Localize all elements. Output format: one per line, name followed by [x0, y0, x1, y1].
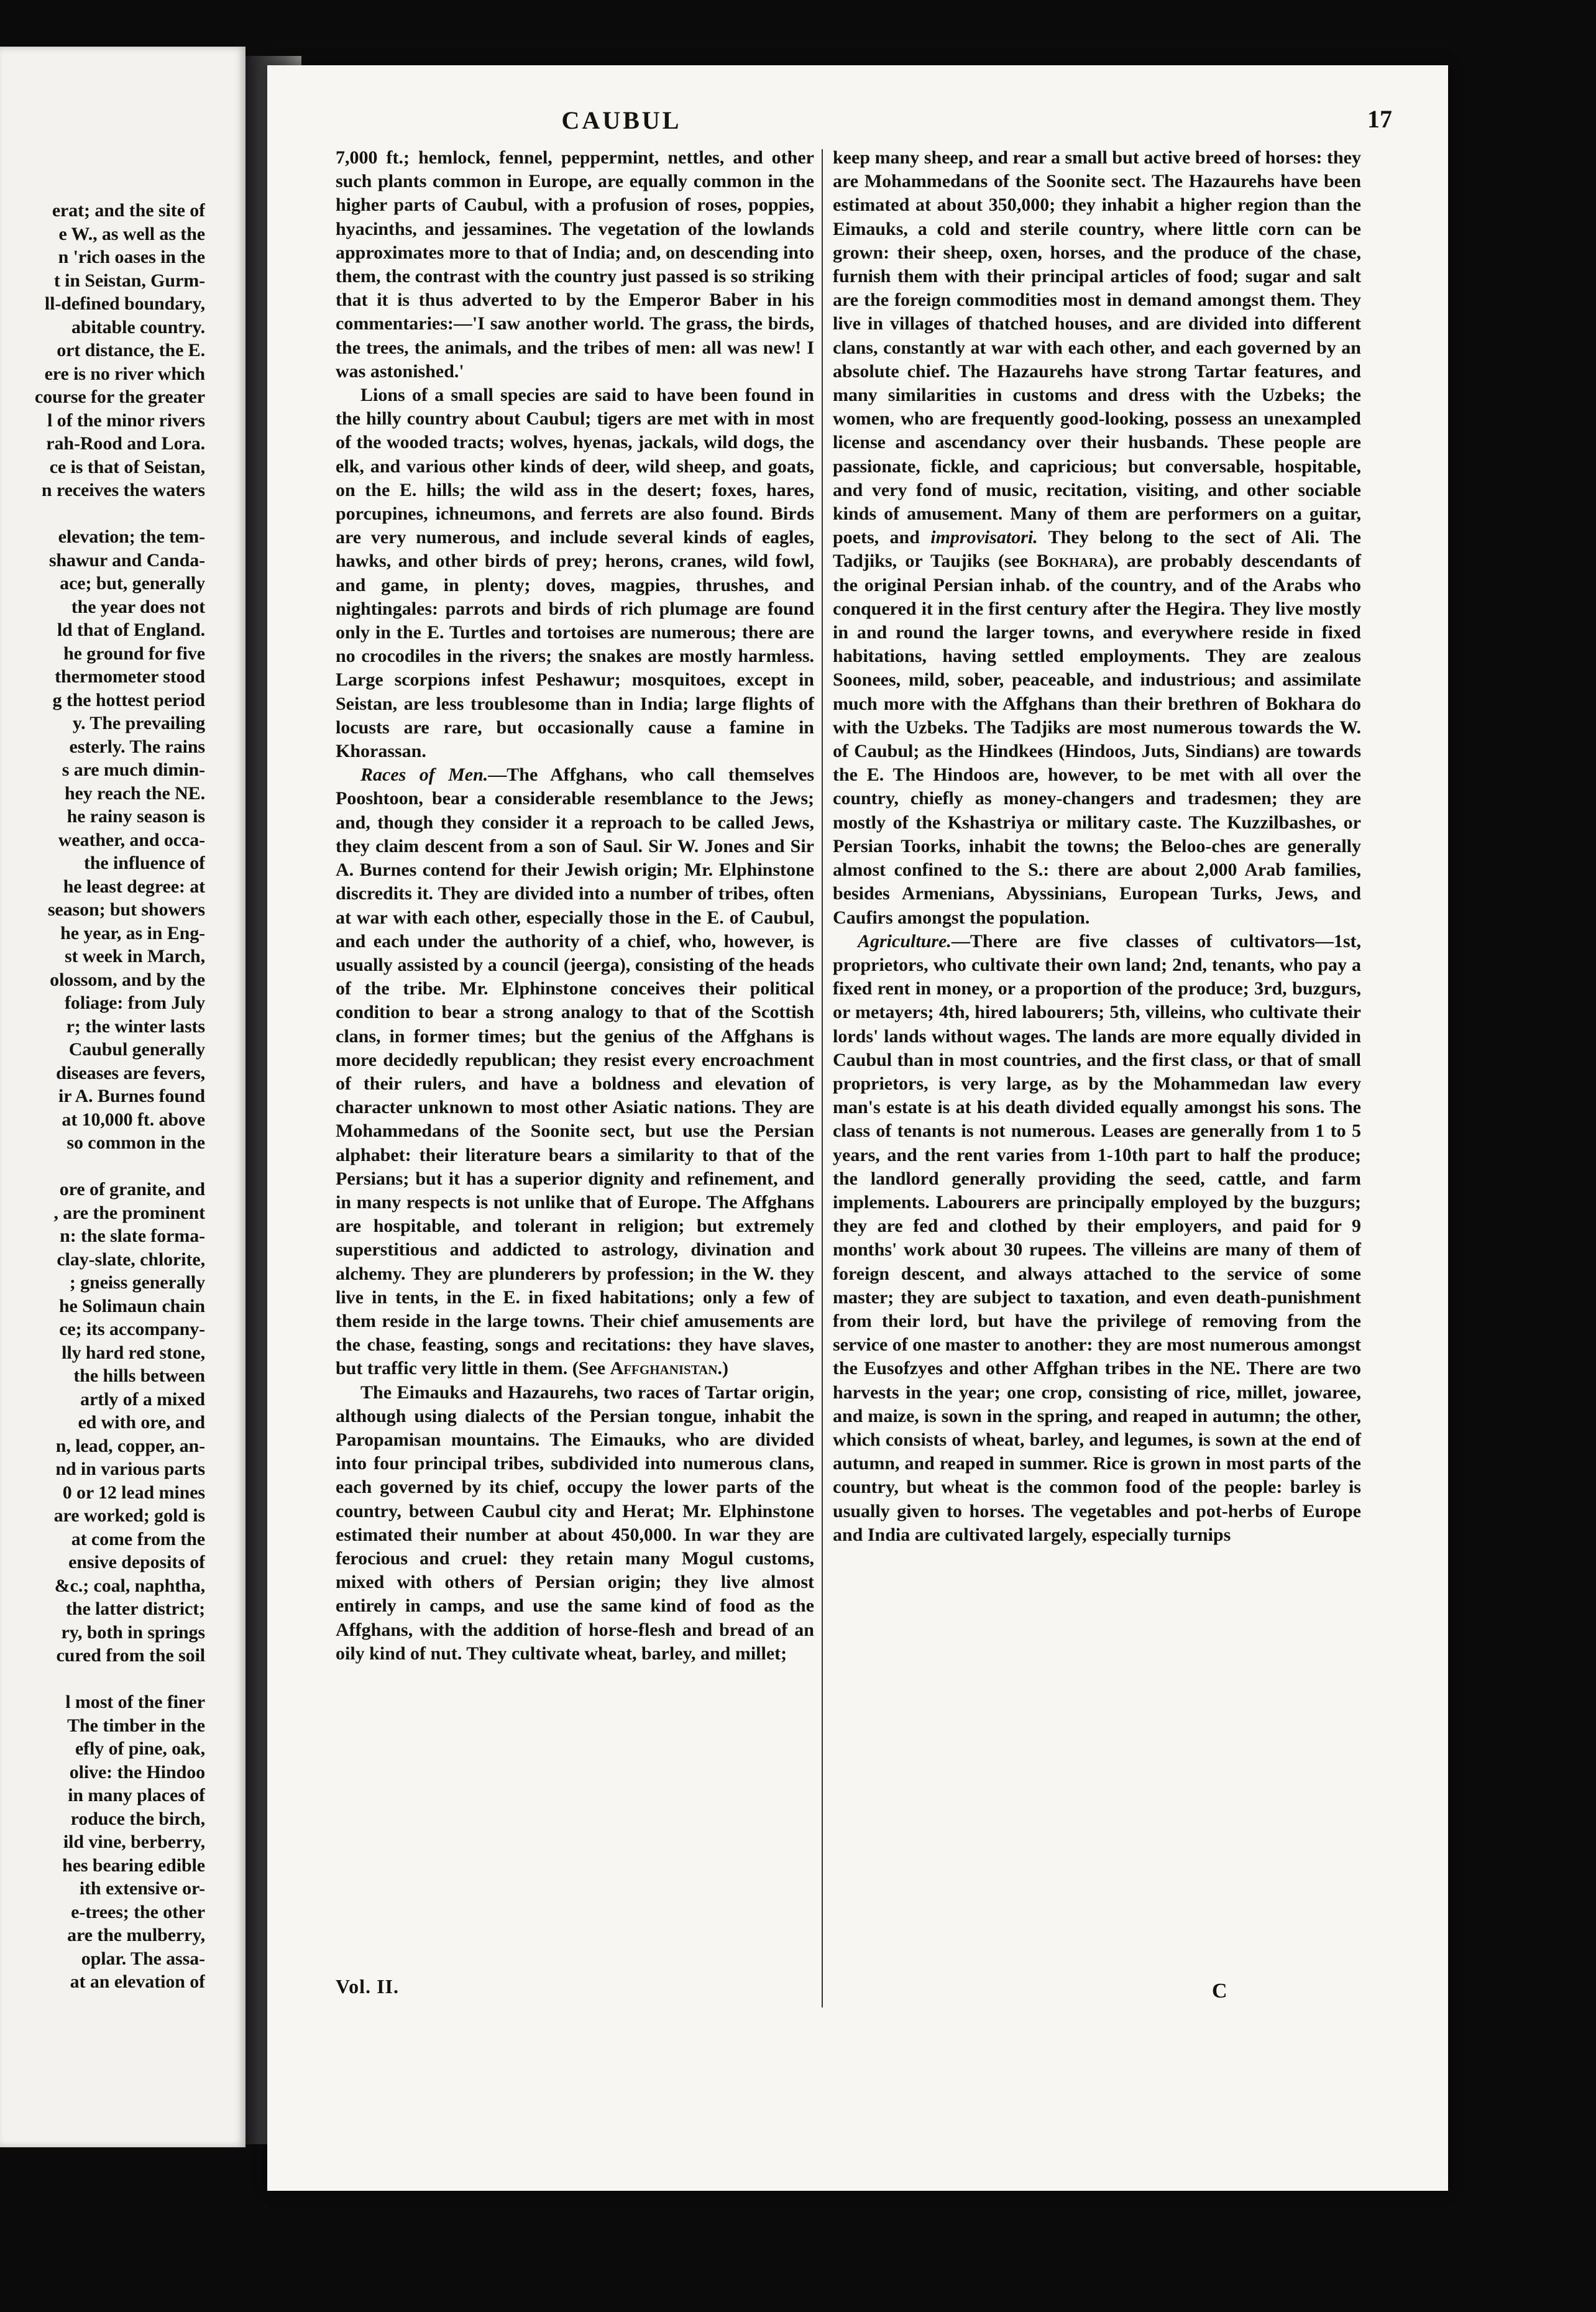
left-page — [0, 47, 245, 2147]
left-page-line: rah-Rood and Lora. — [46, 433, 205, 454]
left-page-line: lly hard red stone, — [62, 1342, 205, 1363]
left-page-line: e W., as well as the — [58, 223, 205, 244]
left-page-line: ce is that of Seistan, — [49, 456, 205, 477]
left-page-line: ensive deposits of — [68, 1552, 205, 1572]
left-page-line: hes bearing edible — [62, 1855, 205, 1876]
tadjiks-body: ), are probably descendants of the original Persian inhab. of the country, and of the Arabs who conquered it in the first century after the Hegira. They live mostly in and round the larger towns, and everywhere reside in fixed habitations, having settled employments. They are zealous Soonees, mild, sober, peaceable, and industrious; and assimilate much more with the Affghans than their brethren of Bokhara do with the Uzbeks. The Tadjiks are most numerous towards the W. of Caubul; as the Hindkees (Hindoos, Juts, Sindians) are towards the E. The Hindoos are, however, to be met with all over the country, chiefly as money-changers and tradesmen; they are mostly of the Kshastriya or military caste. The Kuzzilbashes, or Persian Toorks, inhabit the towns; the Beloo-ches are generally almost confined to the S.: there are about 2,000 Arab families, besides Armenians, Abyssinians, European Turks, Jews, and Caufirs amongst the population. — [833, 551, 1362, 928]
left-page-text — [0, 199, 205, 1994]
running-head: CAUBUL — [561, 106, 682, 134]
left-page-line: diseases are fevers, — [56, 1062, 205, 1083]
left-page-line: l most of the finer — [65, 1692, 205, 1712]
left-page-line: ore of granite, and — [59, 1179, 205, 1200]
left-page-line: roduce the birch, — [70, 1808, 205, 1829]
tadjiks-intro: They belong to the sect of Ali. The Tadjiks, or Taujiks (see — [833, 527, 1361, 572]
left-page-line: ild vine, berberry, — [63, 1832, 205, 1852]
left-page-line: he least degree: at — [63, 876, 205, 897]
races-body: —The Affghans, who call themselves Pooshtoon, bear a considerable resemblance to the Jews; and, though they consider it a reproach to be called Jews, they claim descent from a son of Saul. Sir W. Jones and Sir A. Burnes contend for their Jewish origin; Mr. Elphinstone discredits it. They are divided into a number of tribes, often at war with each other, especially those in the E. of Caubul, and each under the authority of a chief, who, however, is usually assisted by a council (jeerga), consisting of the heads of the tribe. Mr. Elphinstone conceives their political condition to bear a strong analogy to that of the Scottish clans, in former times; but the genius of the Affghans is more decidedly republican; they resist every encroachment of their rulers, and have a boldness and elevation of character unknown to most other Asiatic nations. They are Mohammedans of the Soonite sect, but use the Persian alphabet: their literature bears a similarity to that of the Persians; but it has a superior dignity and refinement, and in many respects is not unlike that of Europe. The Affghans are hospitable, and tolerant in religion; but extremely superstitious and addicted to astrology, divination and alchemy. They are plunderers by profession; in the W. they live in tents, in the E. in fixed habitations; only a few of them reside in the large towns. Their chief amusements are the chase, feasting, songs and recitations: they have slaves, but traffic very little in them. (See — [336, 764, 814, 1379]
left-page-line: oplar. The assa- — [81, 1948, 205, 1969]
left-page-line: thermometer stood — [55, 666, 205, 687]
left-page-line: ; gneiss generally — [69, 1272, 205, 1293]
column-rule — [822, 149, 823, 2007]
left-page-line: hey reach the NE. — [64, 782, 205, 804]
paragraph-vegetation: 7,000 ft.; hemlock, fennel, peppermint, nettles, and other such plants common in Europe, are equally common in the higher parts of Caubul, with a profusion of roses, poppies, hyacinths, and jessamines. The vegetation of the lowlands approximates more to that of India; and, on descending into them, the contrast with the country just passed is so striking that it is thus adverted to by the Emperor Baber in his commentaries:—'I saw another world. The grass, the birds, the trees, the animals, and the tribes of men: all was new! I was astonished.' — [336, 147, 814, 382]
signature-mark: C — [1212, 1979, 1227, 2002]
agriculture-body: —There are five classes of cultivators—1st, proprietors, who cultivate their own land; 2nd, tenants, who pay a fixed rent in money, or a proportion of the produce; 3rd, buzgurs, or metayers; 4th, hired labourers; 5th, villeins, who cultivate their lords' lands without wages. The lands are more equally divided in Caubul than in most countries, and the first class, or that of small proprietors, is very large, as by the Mohammedan law every man's estate is at his death divided equally amongst his sons. The class of tenants is not numerous. Leases are generally from 1 to 5 years, and the rent varies from 1-10th part to half the produce; the landlord generally providing the seed, cattle, and farm implements. Labourers are principally employed by the buzgurs; they are fed and clothed by their employers, and paid for 9 months' work about 30 rupees. The villeins are many of them of foreign descent, and always attached to the service of some master; they are subject to taxation, and even death-punishment from their lord, but have the privilege of removing from the service of one master to another: they are most numerous amongst the Eusofzyes and other Affghan tribes in the NE. There are two harvests in the year; one crop, consisting of rice, millet, jowaree, and maize, is sown in the spring, and reaped in autumn; the other, which consists of wheat, barley, and legumes, is sown at the end of autumn, and reaped in summer. Rice is grown in most parts of the country, but wheat is the common food of the people: barley is usually given to horses. The vegetables and pot-herbs of Europe and India are cultivated largely, especially turnips — [833, 930, 1361, 1545]
left-page-line: The timber in the — [67, 1715, 205, 1736]
paragraph-races-of-men — [336, 763, 814, 1380]
left-page-line: the hills between — [73, 1365, 205, 1386]
left-page-line: Caubul generally — [68, 1039, 205, 1060]
left-page-line: ace; but, generally — [60, 573, 205, 594]
left-page-line: he year, as in Eng- — [60, 922, 205, 943]
left-page-line: are the mulberry, — [67, 1925, 205, 1945]
left-page-line: olive: the Hindoo — [69, 1761, 205, 1782]
left-page-line: nd in various parts — [55, 1459, 205, 1479]
left-page-line: at come from the — [71, 1528, 205, 1549]
left-page-line: ce; its accompany- — [59, 1319, 205, 1339]
left-page-line: he rainy season is — [66, 806, 205, 827]
page-number: 17 — [1367, 105, 1392, 133]
volume-label: Vol. II. — [336, 1975, 399, 1998]
left-page-line: s are much dimin- — [62, 759, 205, 780]
left-page-line: ith extensive or- — [79, 1878, 205, 1899]
section-heading-agriculture: Agriculture. — [858, 930, 952, 952]
text-column-left — [336, 146, 814, 1666]
paragraph-agriculture — [833, 930, 1361, 1547]
left-page-line: 0 or 12 lead mines — [62, 1482, 205, 1503]
left-page-line: olossom, and by the — [50, 969, 205, 990]
left-page-line: l of the minor rivers — [47, 410, 205, 431]
left-page-line: the influence of — [83, 853, 205, 873]
left-page-line: ed with ore, and — [78, 1412, 205, 1433]
left-page-line: ere is no river which — [44, 363, 205, 384]
left-page-line: r; the winter lasts — [66, 1016, 205, 1037]
left-page-line: ir A. Burnes found — [58, 1086, 205, 1106]
left-page-line: the year does not — [71, 596, 205, 617]
left-page-line: the latter district; — [65, 1599, 205, 1619]
left-page-line: e-trees; the other — [71, 1901, 205, 1922]
left-page-line: y. The prevailing — [72, 713, 205, 733]
left-page-line: n 'rich oases in the — [58, 247, 205, 267]
left-page-line: he ground for five — [63, 643, 205, 664]
cross-reference-bokhara: Bokhara — [1036, 551, 1108, 572]
left-page-line — [0, 1155, 205, 1178]
left-page-line: g the hottest period — [52, 689, 205, 710]
left-page-line: at an elevation of — [70, 1971, 205, 1992]
left-page-line: he Solimaun chain — [58, 1295, 205, 1316]
cross-reference-affghanistan: Affghanistan.) — [610, 1358, 728, 1379]
left-page-line: at 10,000 ft. above — [62, 1109, 205, 1130]
left-page-line: shawur and Canda- — [48, 549, 205, 571]
section-heading-races: Races of Men. — [360, 764, 488, 786]
hazaurehs-body: keep many sheep, and rear a small but active breed of horses: they are Mohammedans of the Soonite sect. The Hazaurehs have been estimated at about 350,000; they inhabit a higher region than the Eimauks, a cold and sterile country, where little corn can be grown: their sheep, oxen, horses, and the produce of the chase, furnish them with their principal articles of food; sugar and salt are the foreign commodities most in demand amongst them. They live in villages of thatched houses, and are divided into different clans, constantly at war with each other, and each governed by an absolute chief. The Hazaurehs have strong Tartar features, and many similarities in customs and dress with the Uzbeks; the women, who are frequently good-looking, possess an unexampled license and ascendancy over their husbands. These people are passionate, fickle, and capricious; but conversable, hospitable, and very fond of music, recitation, visiting, and other sociable kinds of amusement. Many of them are performers on a guitar, poets, and — [833, 147, 1361, 548]
left-page-line: foliage: from July — [65, 993, 205, 1013]
left-page-line: erat; and the site of — [52, 200, 205, 221]
left-page-line: st week in March, — [64, 946, 205, 966]
left-page-line: efly of pine, oak, — [75, 1738, 205, 1759]
left-page-line: n: the slate forma- — [60, 1226, 205, 1246]
left-page-line: cured from the soil — [56, 1645, 205, 1666]
left-page-line: ry, both in springs — [61, 1622, 205, 1643]
left-page-line: are worked; gold is — [53, 1505, 205, 1526]
left-page-line: course for the greater — [34, 387, 205, 407]
left-page-line: artly of a mixed — [80, 1388, 205, 1410]
paragraph-hazaurehs — [833, 146, 1361, 930]
left-page-line: in many places of — [68, 1785, 205, 1805]
text-column-right — [833, 146, 1361, 1547]
left-page-line: so common in the — [66, 1132, 205, 1153]
left-page-line: ll-defined boundary, — [44, 293, 205, 314]
left-page-line: t in Seistan, Gurm- — [53, 270, 205, 291]
left-page-line: n, lead, copper, an- — [55, 1435, 205, 1456]
left-page-line — [0, 1667, 205, 1691]
left-page-line: ort distance, the E. — [57, 340, 205, 360]
left-page-line: n receives the waters — [41, 480, 205, 500]
paragraph-eimauks: The Eimauks and Hazaurehs, two races of Tartar origin, although using dialects of the Persian tongue, inhabit the Paropamisan mountains. The Eimauks, who are divided into four principal tribes, subdivided into numerous clans, each governed by its chief, occupy the lower parts of the country, between Caubul city and Herat; Mr. Elphinstone estimated their number at about 450,000. In war they are ferocious and cruel: they retain many Mogul customs, mixed with others of Persian origin; they live almost entirely in camps, and use the same kind of food as the Affghans, with the addition of horse-flesh and bread of an oily kind of nut. They cultivate wheat, barley, and millet; — [336, 1382, 814, 1664]
left-page-line: ld that of England. — [57, 620, 205, 640]
left-page-line: season; but showers — [47, 899, 205, 920]
left-page-line: weather, and occa- — [58, 829, 205, 850]
left-page-line — [0, 502, 205, 526]
left-page-line: &c.; coal, naphtha, — [54, 1575, 205, 1596]
left-page-line: elevation; the tem- — [58, 526, 205, 547]
paragraph-animals: Lions of a small species are said to have been found in the hilly country about Caubul; tigers are met with in most of the wooded tracts; wolves, hyenas, jackals, wild dogs, the elk, and various other kinds of deer, wild sheep, and goats, on the E. hills; the wild ass in the desert; foxes, hares, porcupines, ichneumons, and ferrets are also found. Birds are very numerous, and include several kinds of eagles, hawks, and other birds of prey; herons, cranes, wild fowl, and game, in plenty; doves, magpies, thrushes, and nightingales: parrots and birds of rich plumage are found only in the E. Turtles and tortoises are numerous; there are no crocodiles in the rivers; the snakes are mostly harmless. Large scorpions infest Peshawur; mosquitoes, except in Seistan, are less troublesome than in India; large flights of locusts are rare, but occasionally cause a famine in Khorassan. — [336, 385, 814, 762]
left-page-line: , are the prominent — [53, 1202, 205, 1223]
left-page-line: esterly. The rains — [69, 736, 205, 757]
left-page-line: abitable country. — [71, 316, 205, 337]
italic-term-improvisatori: improvisatori. — [930, 527, 1038, 548]
left-page-line: clay-slate, chlorite, — [57, 1249, 205, 1270]
